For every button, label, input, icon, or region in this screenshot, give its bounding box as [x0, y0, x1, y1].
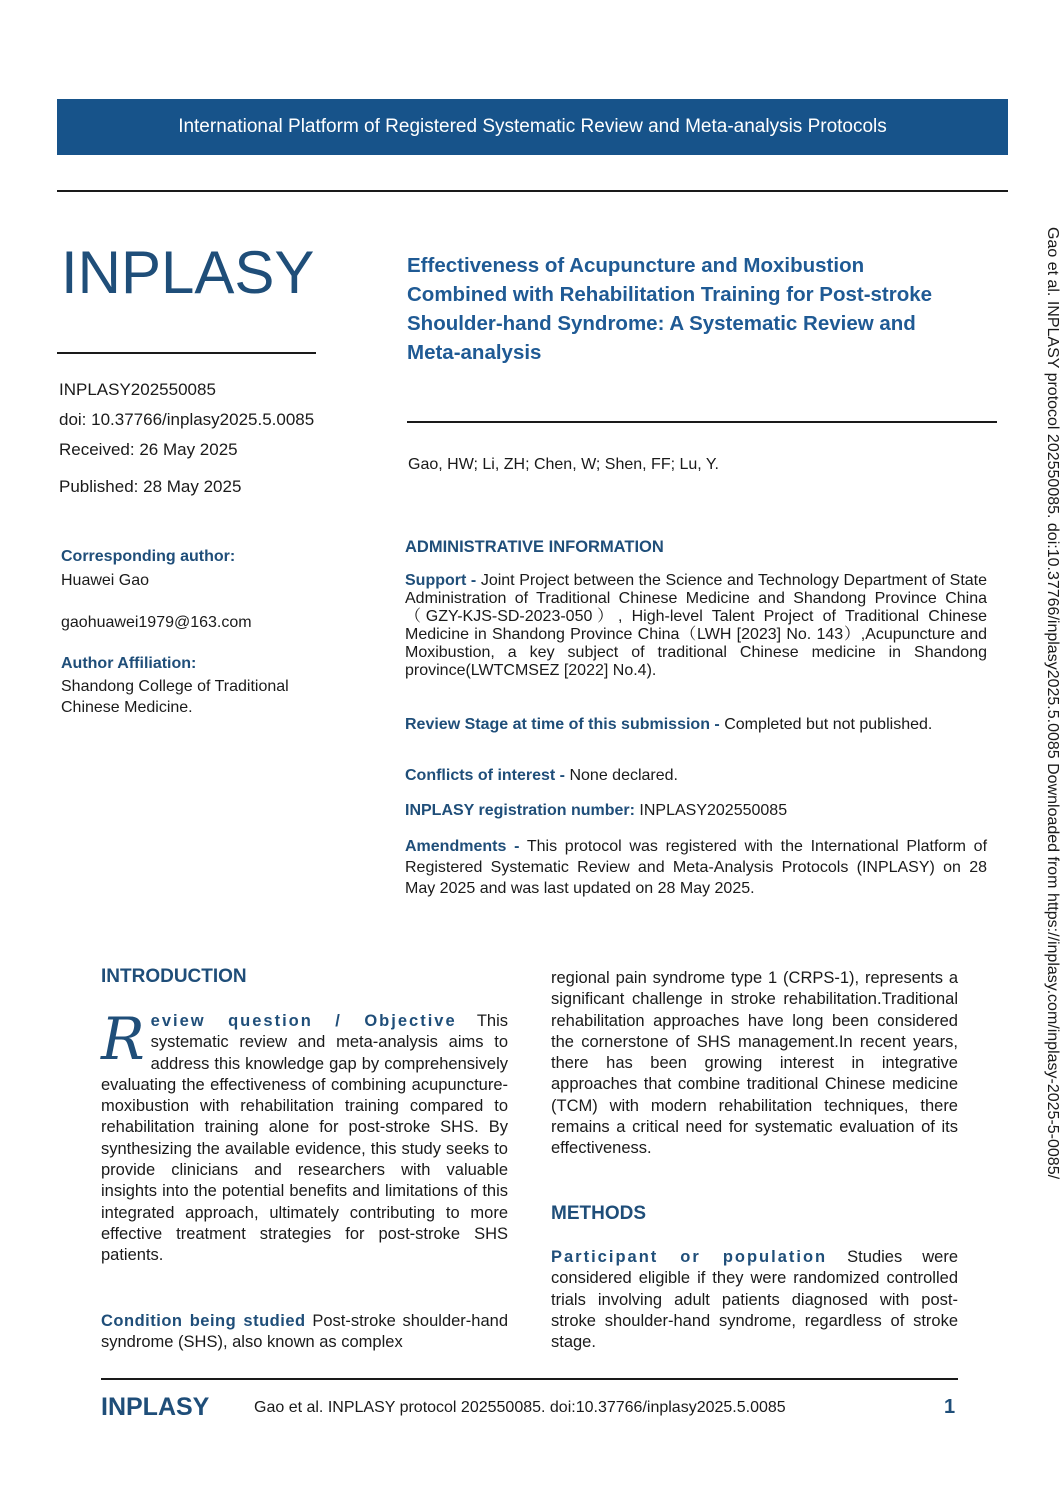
participant-text: Studies were considered eligible if they were randomized controlled trials involving adult patients diagnosed with post-stroke shoulder-hand syndrome, regardless of stroke stage.	[551, 1248, 958, 1352]
footer-divider	[101, 1378, 958, 1380]
support-paragraph	[405, 572, 987, 680]
corresponding-author-name: Huawei Gao	[61, 572, 150, 589]
condition-text: Post-stroke shoulder-hand syndrome (SHS), also known as complex	[101, 1312, 508, 1352]
condition-paragraph	[101, 1311, 508, 1354]
participant-label: Participant or population	[551, 1248, 828, 1266]
header-divider	[57, 190, 1008, 192]
title-divider	[407, 421, 997, 423]
registration-text: INPLASY202550085	[639, 802, 788, 819]
intro-continuation: regional pain syndrome type 1 (CRPS-1), represents a significant challenge in stroke rehabilitation.Traditional rehabilitation approaches have long been considered the cornerstone of SHS management.In recent years, there has been growing interest in integrative approaches that combine traditional Chinese medicine (TCM) with modern rehabilitation techniques, there remains a critical need for systematic evaluation of its effectiveness.	[551, 969, 958, 1158]
download-stamp: Gao et al. INPLASY protocol 202550085. doi:10.37766/inplasy2025.5.0085 Downloaded from https://inplasy.com/inplasy-2025-5-0085/	[1044, 227, 1061, 1180]
registration-paragraph	[405, 802, 987, 820]
author-email[interactable]: gaohuawei1979@163.com	[61, 614, 252, 631]
published-date: Published: 28 May 2025	[59, 477, 242, 496]
participant-paragraph	[551, 1247, 958, 1353]
support-label: Support -	[405, 572, 477, 589]
conflicts-paragraph	[405, 767, 987, 785]
author-list: Gao, HW; Li, ZH; Chen, W; Shen, FF; Lu, Y.	[408, 456, 719, 473]
condition-label: Condition being studied	[101, 1312, 306, 1330]
header-banner: International Platform of Registered Systematic Review and Meta-analysis Protocols	[57, 99, 1008, 155]
amendments-text: This protocol was registered with the International Platform of Registered Systematic Review and Meta-Analysis Protocols (INPLASY) on 28 May 2025 and was last updated on 28 May 2025.	[405, 838, 988, 897]
dropcap-letter: R	[101, 1005, 145, 1073]
registration-label: INPLASY registration number:	[405, 802, 635, 819]
article-title: Effectiveness of Acupuncture and Moxibustion Combined with Rehabilitation Training for Post-stroke Shoulder-hand Syndrome: A Systematic Review and Meta-analysis	[407, 254, 933, 364]
introduction-heading: INTRODUCTION	[101, 966, 247, 987]
logo-divider	[57, 352, 316, 354]
review-question-label: eview question / Objective	[150, 1012, 457, 1030]
footer-logo: INPLASY	[101, 1393, 210, 1421]
amendments-paragraph	[405, 836, 987, 899]
inplasy-logo: INPLASY	[61, 239, 315, 306]
received-date: Received: 26 May 2025	[59, 440, 238, 459]
page-number: 1	[944, 1396, 956, 1418]
affiliation-label: Author Affiliation:	[61, 655, 197, 672]
doi-link[interactable]: doi: 10.37766/inplasy2025.5.0085	[59, 410, 315, 429]
support-text: Joint Project between the Science and Technology Department of State Administration of Traditional Chinese Medicine and Shandong Province China（GZY-KJS-SD-2023-050）, High-level Talent Project of Traditional Chinese Medicine in Shandong Province China（LWH [2023] No. 143）,Acupuncture and Moxibustion, a key subject of traditional Chinese medicine in Shandong province(LWTCMSEZ [2022] No.4).	[405, 572, 987, 679]
registration-id: INPLASY202550085	[59, 380, 216, 399]
corresponding-author-label: Corresponding author:	[61, 548, 236, 565]
affiliation-text: Shandong College of Traditional Chinese Medicine.	[61, 678, 289, 716]
review-stage-paragraph	[405, 716, 987, 734]
methods-heading: METHODS	[551, 1203, 646, 1224]
review-stage-text: Completed but not published.	[724, 716, 933, 733]
review-question-paragraph	[101, 1005, 508, 1267]
admin-heading: ADMINISTRATIVE INFORMATION	[405, 538, 664, 556]
conflicts-label: Conflicts of interest -	[405, 767, 566, 784]
amendments-label: Amendments -	[405, 838, 520, 855]
conflicts-text: None declared.	[569, 767, 678, 784]
review-question-text: This systematic review and meta-analysis aims to address this knowledge gap by comprehensively evaluating the effectiveness of combining acupuncture-moxibustion with rehabilitation training compared to rehabilitation training alone for post-stroke SHS. By synthesizing the available evidence, this study seeks to provide clinicians and researchers with valuable insights into the potential benefits and limitations of this integrated approach, ultimately contributing to more effective treatment strategies for post-stroke SHS patients.	[101, 1012, 508, 1265]
footer-citation: Gao et al. INPLASY protocol 202550085. doi:10.37766/inplasy2025.5.0085	[254, 1399, 786, 1416]
review-stage-label: Review Stage at time of this submission -	[405, 716, 720, 733]
